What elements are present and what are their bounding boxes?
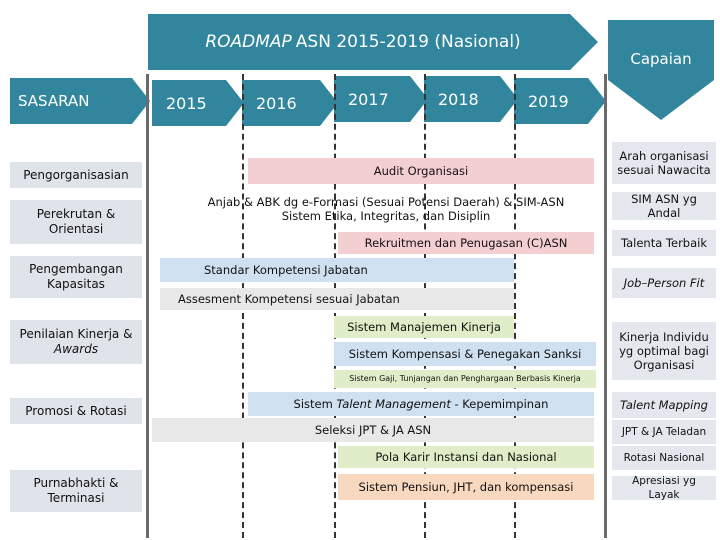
divider-2018 bbox=[514, 74, 516, 538]
year-2016 bbox=[242, 80, 338, 126]
year-2019-label: 2019 bbox=[528, 91, 569, 111]
bar-kompensasi-sanksi-label: Sistem Kompensasi & Penegakan Sanksi bbox=[348, 347, 582, 361]
bar-audit-organisasi bbox=[248, 158, 594, 184]
capaian-talent-mapping bbox=[612, 392, 716, 418]
sasaran-penilaian-plain: Penilaian Kinerja & bbox=[19, 327, 133, 341]
year-2015 bbox=[152, 80, 244, 126]
year-2017-label: 2017 bbox=[348, 89, 389, 109]
sasaran-penilaian-italic: Awards bbox=[53, 342, 99, 356]
capaian-job-person-fit bbox=[612, 268, 716, 298]
bar-talent-management-label bbox=[294, 397, 549, 411]
sasaran-promosi bbox=[10, 398, 142, 424]
capaian-chevron-shape bbox=[608, 20, 714, 120]
bar-rekrutmen bbox=[338, 232, 594, 254]
roadmap-title bbox=[148, 14, 578, 70]
year-2019 bbox=[514, 78, 606, 124]
bar-audit-organisasi-label: Audit Organisasi bbox=[373, 164, 469, 178]
roadmap-banner bbox=[148, 14, 598, 70]
sasaran-pengembangan-label: Pengembangan Kapasitas bbox=[29, 262, 123, 291]
sasaran-header bbox=[10, 78, 150, 124]
capaian-rotasi-nasional-label: Rotasi Nasional bbox=[623, 452, 705, 464]
bar-manajemen-kinerja-label: Sistem Manajemen Kinerja bbox=[347, 320, 501, 334]
bar-assesment bbox=[160, 288, 514, 310]
capaian-sim-asn-label: SIM ASN yg Andal bbox=[631, 192, 697, 220]
bar-sistem-gaji bbox=[334, 370, 596, 388]
bar-sistem-gaji-label: Sistem Gaji, Tunjangan dan Penghargaan Berbasis Kinerja bbox=[349, 374, 581, 383]
sasaran-perekrutan-label: Perekrutan & Orientasi bbox=[36, 207, 116, 236]
capaian-talenta-terbaik-label: Talenta Terbaik bbox=[620, 236, 707, 250]
capaian-talenta-terbaik bbox=[612, 230, 716, 256]
capaian-jpt-teladan-label: JPT & JA Teladan bbox=[621, 426, 707, 438]
capaian-sim-asn bbox=[612, 192, 716, 220]
year-2016-label: 2016 bbox=[256, 93, 297, 113]
bar-pola-karir-label: Pola Karir Instansi dan Nasional bbox=[375, 450, 557, 464]
bar-rekrutmen-label: Rekruitmen dan Penugasan (C)ASN bbox=[364, 236, 568, 250]
bar-talent-management-italic: Talent Management bbox=[336, 397, 451, 411]
bar-kompensasi-sanksi bbox=[334, 342, 596, 366]
year-2015-label: 2015 bbox=[166, 93, 207, 113]
bar-sistem-pensiun-label: Sistem Pensiun, JHT, dan kompensasi bbox=[358, 480, 574, 494]
capaian-apresiasi bbox=[612, 476, 716, 500]
bar-anjab-abk bbox=[196, 190, 576, 228]
bar-sistem-pensiun bbox=[338, 474, 594, 500]
bar-anjab-abk-label: Anjab & ABK dg e-Formasi (Sesuai Potensi Daerah) & SIM-ASN Sistem Etika, Integritas, dan Disiplin bbox=[207, 195, 565, 223]
capaian-label: Capaian bbox=[630, 50, 692, 68]
capaian-kinerja-individu-label: Kinerja Individu yg optimal bagi Organisasi bbox=[619, 330, 709, 372]
capaian-arah-organisasi-label: Arah organisasi sesuai Nawacita bbox=[617, 149, 711, 177]
sasaran-purnabhakti bbox=[10, 470, 142, 512]
sasaran-purnabhakti-label: Purnabhakti & Terminasi bbox=[33, 476, 119, 505]
sasaran-label: SASARAN bbox=[18, 92, 90, 110]
year-2018-label: 2018 bbox=[438, 89, 479, 109]
sasaran-promosi-label: Promosi & Rotasi bbox=[25, 403, 127, 418]
capaian-job-person-fit-label: Job–Person Fit bbox=[623, 276, 705, 290]
roadmap-title-italic: ROADMAP bbox=[205, 32, 292, 52]
bar-seleksi-jpt bbox=[152, 418, 594, 442]
sasaran-perekrutan bbox=[10, 200, 142, 244]
right-divider-line bbox=[604, 74, 607, 538]
bar-assesment-label: Assesment Kompetensi sesuai Jabatan bbox=[178, 292, 400, 306]
bar-talent-management-plain-b: - Kepemimpinan bbox=[450, 397, 549, 411]
bar-talent-management-plain-a: Sistem bbox=[293, 397, 337, 411]
year-2018 bbox=[424, 76, 518, 122]
capaian-talent-mapping-label: Talent Mapping bbox=[620, 398, 708, 412]
capaian-kinerja-individu bbox=[612, 322, 716, 380]
capaian-jpt-teladan bbox=[612, 420, 716, 444]
capaian-rotasi-nasional bbox=[612, 446, 716, 470]
capaian-arah-organisasi bbox=[612, 142, 716, 184]
sasaran-pengembangan bbox=[10, 256, 142, 298]
sasaran-pengorganisasian-label: Pengorganisasian bbox=[23, 167, 129, 182]
bar-standar-kompetensi-label: Standar Kompetensi Jabatan bbox=[204, 263, 368, 277]
capaian-apresiasi-label: Apresiasi yg Layak bbox=[632, 475, 696, 501]
left-divider-line bbox=[146, 74, 149, 538]
capaian-header bbox=[608, 20, 714, 120]
bar-manajemen-kinerja bbox=[334, 316, 514, 338]
roadmap-title-rest: ASN 2015-2019 (Nasional) bbox=[295, 32, 521, 52]
sasaran-pengorganisasian bbox=[10, 162, 142, 188]
bar-seleksi-jpt-label: Seleksi JPT & JA ASN bbox=[314, 423, 432, 437]
year-2017 bbox=[334, 76, 428, 122]
bar-standar-kompetensi bbox=[160, 258, 514, 282]
bar-talent-management bbox=[248, 392, 594, 416]
sasaran-penilaian bbox=[10, 320, 142, 364]
sasaran-penilaian-label bbox=[14, 327, 138, 357]
bar-pola-karir bbox=[338, 446, 594, 468]
